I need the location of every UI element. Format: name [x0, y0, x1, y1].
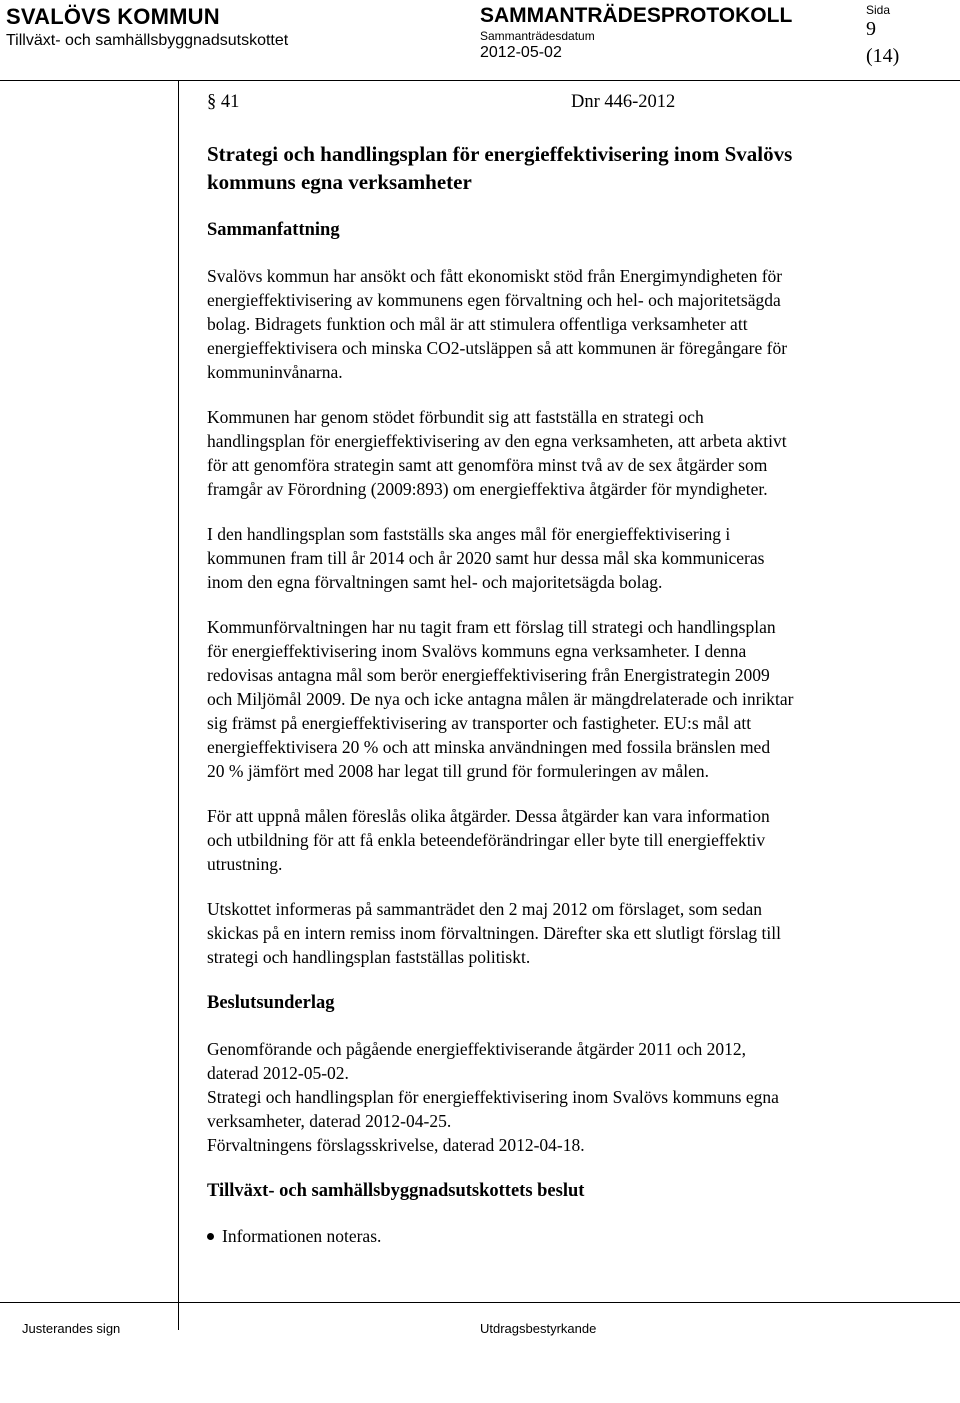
- text-line: energieffektivisering av kommunens egen förvaltning och hel- och majoritetsägda: [207, 290, 781, 310]
- text-line: I den handlingsplan som fastställs ska anges mål för energieffektivisering i: [207, 524, 731, 544]
- decision-item: [207, 1224, 927, 1248]
- text-line: bolag. Bidragets funktion och mål är att stimulera offentliga verksamheter att: [207, 314, 748, 334]
- text-line: energieffektivisera och minska CO2-utsläppen så att kommunen är föregångare för: [207, 338, 788, 358]
- page-number: 9: [866, 18, 876, 40]
- summary-paragraph-4: [207, 615, 927, 783]
- summary-paragraph-2: [207, 405, 927, 501]
- committee-name: Tillväxt- och samhällsbyggnadsutskottet: [6, 32, 289, 49]
- text-line: för energieffektivisering inom Svalövs kommuns egna verksamheter. I denna: [207, 641, 747, 661]
- basis-heading: Beslutsunderlag: [207, 993, 335, 1013]
- header-divider: [0, 80, 960, 81]
- text-line: och utbildning för att få enkla beteendeförändringar eller byte till energieffektiv: [207, 830, 766, 850]
- basis-line: Genomförande och pågående energieffektiviserande åtgärder 2011 och 2012,: [207, 1039, 747, 1059]
- text-line: och Miljömål 2009. De nya och icke antagna målen är mängdrelaterade och inriktar: [207, 689, 794, 709]
- summary-heading: Sammanfattning: [207, 220, 340, 240]
- basis-line: Förvaltningens förslagsskrivelse, daterad 2012-04-18.: [207, 1135, 585, 1155]
- adjuster-sign-label: Justerandes sign: [22, 1321, 121, 1336]
- case-title: [207, 140, 927, 196]
- text-line: för att genomföra strategin samt att genomföra minst två av de sex åtgärder som: [207, 455, 768, 475]
- text-line: 20 % jämfört med 2008 har legat till grund för formuleringen av målen.: [207, 761, 710, 781]
- text-line: skickas på en intern remiss inom förvaltningen. Därefter ska ett slutligt förslag till: [207, 923, 781, 943]
- margin-divider: [178, 80, 179, 1330]
- decision-text: Informationen noteras.: [222, 1226, 382, 1246]
- text-line: Utskottet informeras på sammanträdet den 2 maj 2012 om förslaget, som sedan: [207, 899, 763, 919]
- summary-paragraph-3: [207, 522, 927, 594]
- meeting-date: 2012-05-02: [480, 44, 562, 61]
- text-line: utrustning.: [207, 854, 283, 874]
- bullet-icon: [207, 1233, 214, 1240]
- text-line: energieffektivisera 20 % och att minska användningen med fossila bränslen med: [207, 737, 771, 757]
- protocol-body: [207, 88, 927, 1248]
- text-line: redovisas antagna mål som berör energieffektivisering från Energistrategin 2009: [207, 665, 770, 685]
- basis-line: verksamheter, daterad 2012-04-25.: [207, 1111, 452, 1131]
- text-line: kommuninvånarna.: [207, 362, 343, 382]
- basis-line: Strategi och handlingsplan för energieffektivisering inom Svalövs kommuns egna: [207, 1087, 779, 1107]
- municipality-name: SVALÖVS KOMMUN: [6, 4, 220, 29]
- basis-list: [207, 1037, 927, 1157]
- text-line: För att uppnå målen föreslås olika åtgärder. Dessa åtgärder kan vara information: [207, 806, 770, 826]
- text-line: Kommunförvaltningen har nu tagit fram ett förslag till strategi och handlingsplan: [207, 617, 776, 637]
- text-line: Svalövs kommun har ansökt och fått ekonomiskt stöd från Energimyndigheten för: [207, 266, 783, 286]
- footer-divider: [0, 1302, 960, 1303]
- case-title-line: Strategi och handlingsplan för energieffektivisering inom Svalövs: [207, 142, 793, 166]
- meeting-date-label: Sammanträdesdatum: [480, 29, 595, 43]
- text-line: inom den egna förvaltningen samt hel- och majoritetsägda bolag.: [207, 572, 663, 592]
- decision-heading: Tillväxt- och samhällsbyggnadsutskottets beslut: [207, 1181, 585, 1201]
- case-dnr: Dnr 446-2012: [571, 92, 676, 112]
- text-line: kommunen fram till år 2014 och år 2020 samt hur dessa mål ska kommuniceras: [207, 548, 765, 568]
- protocol-title: SAMMANTRÄDESPROTOKOLL: [480, 4, 793, 27]
- page-label: Sida: [866, 3, 891, 17]
- case-reference-row: [207, 88, 927, 114]
- text-line: handlingsplan för energieffektivisering av den egna verksamheten, att arbeta aktivt: [207, 431, 787, 451]
- case-title-line: kommuns egna verksamheter: [207, 170, 472, 194]
- extract-certification-label: Utdragsbestyrkande: [480, 1321, 597, 1336]
- page-total: (14): [866, 45, 900, 67]
- summary-paragraph-1: [207, 264, 927, 384]
- text-line: framgår av Förordning (2009:893) om energieffektiva åtgärder för myndigheter.: [207, 479, 768, 499]
- summary-paragraph-5: [207, 804, 927, 876]
- summary-paragraph-6: [207, 897, 927, 969]
- paragraph-number: § 41: [207, 92, 240, 112]
- basis-line: daterad 2012-05-02.: [207, 1063, 349, 1083]
- text-line: Kommunen har genom stödet förbundit sig att fastställa en strategi och: [207, 407, 704, 427]
- text-line: sig främst på energieffektivisering av transporter och fastigheter. EU:s mål att: [207, 713, 752, 733]
- text-line: strategi och handlingsplan fastställas politiskt.: [207, 947, 531, 967]
